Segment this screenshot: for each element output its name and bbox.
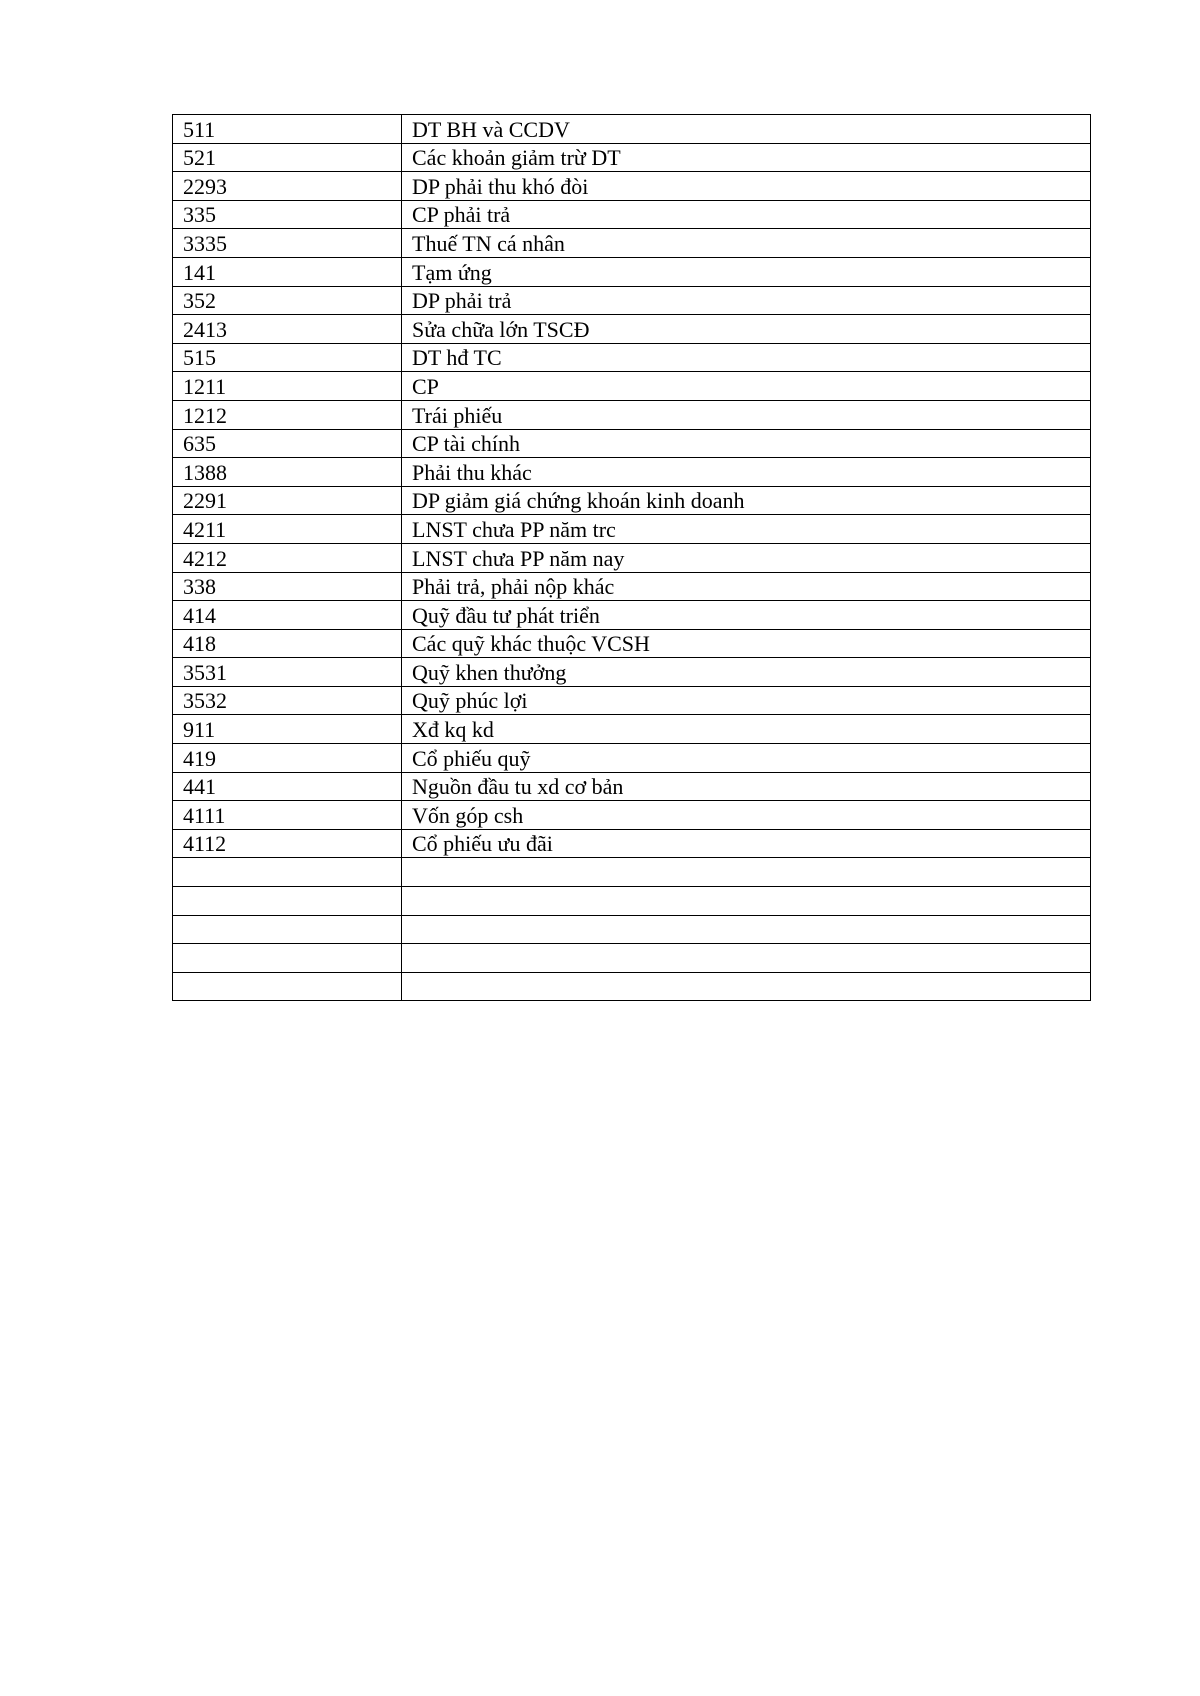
account-code-cell: 3532 [173,686,402,715]
table-row [173,887,1091,916]
account-code-cell: 3531 [173,658,402,687]
account-code-cell: 911 [173,715,402,744]
table-row [173,543,1091,572]
account-name-cell: DP phải thu khó đòi [402,172,1091,201]
table-row [173,972,1091,1001]
account-name-cell: DT hđ TC [402,343,1091,372]
table-row [173,343,1091,372]
account-code-cell: 352 [173,286,402,315]
table-row [173,572,1091,601]
account-name-cell: Phải trả, phải nộp khác [402,572,1091,601]
account-code-cell: 335 [173,200,402,229]
table-row [173,944,1091,973]
account-name-cell: Thuế TN cá nhân [402,229,1091,258]
account-name-cell [402,887,1091,916]
account-code-cell: 141 [173,257,402,286]
account-name-cell: Tạm ứng [402,257,1091,286]
table-row [173,486,1091,515]
account-code-cell: 441 [173,772,402,801]
account-name-cell: Xđ kq kd [402,715,1091,744]
account-name-cell: Cổ phiếu ưu đãi [402,829,1091,858]
account-code-cell: 4212 [173,543,402,572]
table-row [173,801,1091,830]
table-row [173,772,1091,801]
table-row [173,458,1091,487]
table-row [173,315,1091,344]
account-code-table [172,114,1091,1001]
account-code-cell: 635 [173,429,402,458]
account-code-cell [173,887,402,916]
table-row [173,858,1091,887]
table-row [173,601,1091,630]
account-name-cell: Quỹ khen thưởng [402,658,1091,687]
table-row [173,172,1091,201]
account-name-cell [402,858,1091,887]
account-name-cell: CP [402,372,1091,401]
account-name-cell: DT BH và CCDV [402,115,1091,144]
account-code-cell: 414 [173,601,402,630]
account-name-cell: LNST chưa PP năm trc [402,515,1091,544]
account-code-cell: 3335 [173,229,402,258]
account-name-cell [402,915,1091,944]
account-code-cell: 2413 [173,315,402,344]
table-row [173,229,1091,258]
account-code-cell: 4211 [173,515,402,544]
account-name-cell [402,972,1091,1001]
table-row [173,629,1091,658]
table-row [173,115,1091,144]
table-row [173,515,1091,544]
account-code-cell: 515 [173,343,402,372]
account-name-cell: CP tài chính [402,429,1091,458]
account-code-cell [173,915,402,944]
table-row [173,429,1091,458]
account-name-cell: Sửa chữa lớn TSCĐ [402,315,1091,344]
account-code-cell: 338 [173,572,402,601]
account-code-cell: 1388 [173,458,402,487]
account-code-cell: 511 [173,115,402,144]
account-name-cell: Quỹ phúc lợi [402,686,1091,715]
account-code-cell: 521 [173,143,402,172]
account-code-cell: 1211 [173,372,402,401]
account-code-cell [173,972,402,1001]
account-name-cell: DP phải trả [402,286,1091,315]
account-name-cell: Trái phiếu [402,400,1091,429]
account-name-cell: LNST chưa PP năm nay [402,543,1091,572]
account-name-cell: DP giảm giá chứng khoán kinh doanh [402,486,1091,515]
account-name-cell: CP phải trả [402,200,1091,229]
table-row [173,400,1091,429]
account-code-cell: 4111 [173,801,402,830]
account-name-cell: Quỹ đầu tư phát triển [402,601,1091,630]
account-name-cell: Nguồn đầu tu xd cơ bản [402,772,1091,801]
account-code-cell: 419 [173,744,402,773]
table-row [173,143,1091,172]
account-name-cell: Các khoản giảm trừ DT [402,143,1091,172]
account-rows [173,115,1091,1001]
table-row [173,372,1091,401]
account-code-cell: 4112 [173,829,402,858]
table-row [173,915,1091,944]
table-row [173,200,1091,229]
table-row [173,715,1091,744]
account-name-cell: Vốn góp csh [402,801,1091,830]
account-code-cell [173,858,402,887]
account-name-cell: Cổ phiếu quỹ [402,744,1091,773]
table-row [173,257,1091,286]
account-name-cell [402,944,1091,973]
table-row [173,686,1091,715]
account-name-cell: Phải thu khác [402,458,1091,487]
table-row [173,829,1091,858]
table-row [173,658,1091,687]
account-code-cell [173,944,402,973]
account-code-cell: 2293 [173,172,402,201]
account-code-cell: 418 [173,629,402,658]
table-row [173,286,1091,315]
account-code-cell: 1212 [173,400,402,429]
account-code-cell: 2291 [173,486,402,515]
account-name-cell: Các quỹ khác thuộc VCSH [402,629,1091,658]
table-row [173,744,1091,773]
